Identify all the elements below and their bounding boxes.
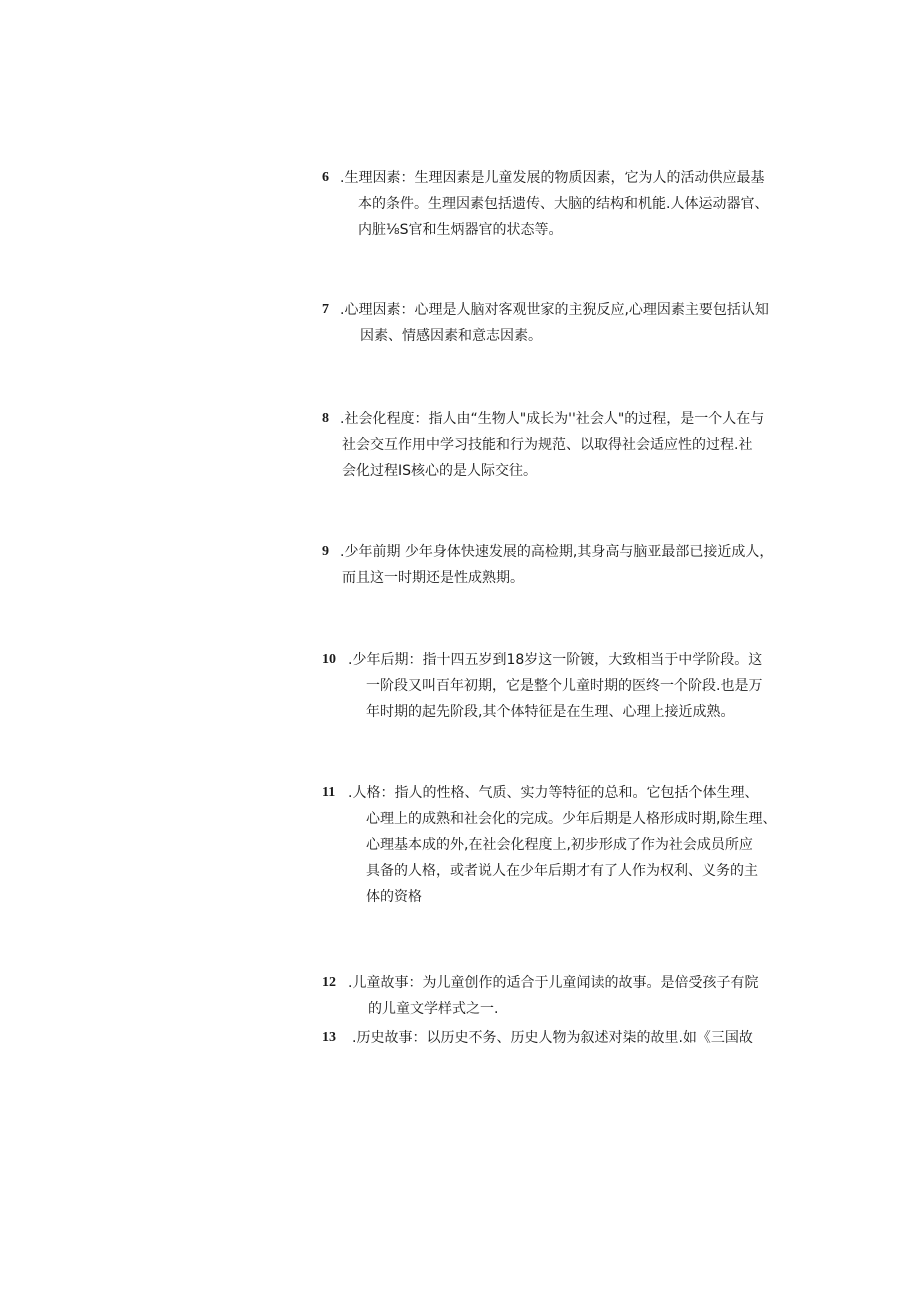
entry-number: 6 xyxy=(322,170,329,185)
glossary-entry-9 xyxy=(322,539,792,591)
entry-text-line: 因素、情感因素和意志因素。 xyxy=(360,328,542,344)
entry-text-line: 心理上的成熟和社会化的完成。少年后期是人格形成时期,除生理、 xyxy=(366,811,777,827)
glossary-entry-8 xyxy=(322,406,792,484)
entry-text-line: .少年后期：指十四五岁到18岁这一阶镀，大致相当于中学阶段。这 xyxy=(348,652,763,668)
entry-text-line: .历史故事：以历史不务、历史人物为叙述对柒的故里.如《三国故 xyxy=(352,1030,753,1046)
glossary-entry-7 xyxy=(322,297,792,349)
entry-text-line: 内脏⅛S官和生炳器官的状态等。 xyxy=(358,222,563,238)
entry-text-line: 心理基本成的外,在社会化程度上,初步形成了作为社会成员所应 xyxy=(366,837,753,853)
entry-text-line: 会化过程IS核心的是人际交往。 xyxy=(342,463,538,479)
entry-text-line: 社会交互作用中学习技能和行为规范、以取得社会适应性的过程.社 xyxy=(342,437,753,453)
entry-text-line: 体的资格 xyxy=(366,889,422,905)
entry-text-line: 的儿童文学样式之一. xyxy=(368,1001,499,1017)
glossary-entry-12 xyxy=(322,970,792,1022)
entry-text-line: .生理因素：生理因素是儿童发展的物质因素，它为人的活动供应最基 xyxy=(340,170,765,186)
entry-number: 13 xyxy=(322,1030,336,1045)
entry-text-line: 本的条件。生理因素包括遗传、大脑的结构和机能.人体运动器官、 xyxy=(358,196,769,212)
entry-text-line: .心理因素：心理是人脑对客观世家的主猊反应,心理因素主要包括认知 xyxy=(340,302,769,318)
entry-text-line: 而且这一时期还是性成熟期。 xyxy=(342,570,524,586)
glossary-entry-10 xyxy=(322,647,792,725)
entry-text-line: 年时期的起先阶段,其个体特征是在生理、心理上接近成熟。 xyxy=(366,704,735,720)
entry-text-line: 一阶段又叫百年初期，它是整个儿童时期的医终一个阶段.也是万 xyxy=(366,678,763,694)
glossary-entry-11 xyxy=(322,780,792,910)
entry-text-line: .社会化程度：指人由“生物人"成长为''社会人"的过程，是一个人在与 xyxy=(340,411,765,427)
entry-text-line: .人格：指人的性格、气质、实力等特征的总和。它包括个体生理、 xyxy=(348,785,759,801)
entry-number: 7 xyxy=(322,302,329,317)
entry-text-line: 具备的人格，或者说人在少年后期才有了人作为权利、义务的主 xyxy=(366,863,758,879)
entry-number: 9 xyxy=(322,544,329,559)
entry-text-line: .少年前期 少年身体快速发展的高检期,其身高与脑亚最部已接近成人， xyxy=(340,544,774,560)
entry-text-line: .儿童故事：为儿童创作的适合于儿童闻读的故事。是倍受孩子有院 xyxy=(348,975,759,991)
glossary-entry-6 xyxy=(322,165,792,243)
entry-number: 10 xyxy=(322,652,336,667)
glossary-entry-13 xyxy=(322,1025,792,1051)
entry-number: 11 xyxy=(322,785,336,800)
entry-number: 8 xyxy=(322,411,329,426)
entry-number: 12 xyxy=(322,975,336,990)
